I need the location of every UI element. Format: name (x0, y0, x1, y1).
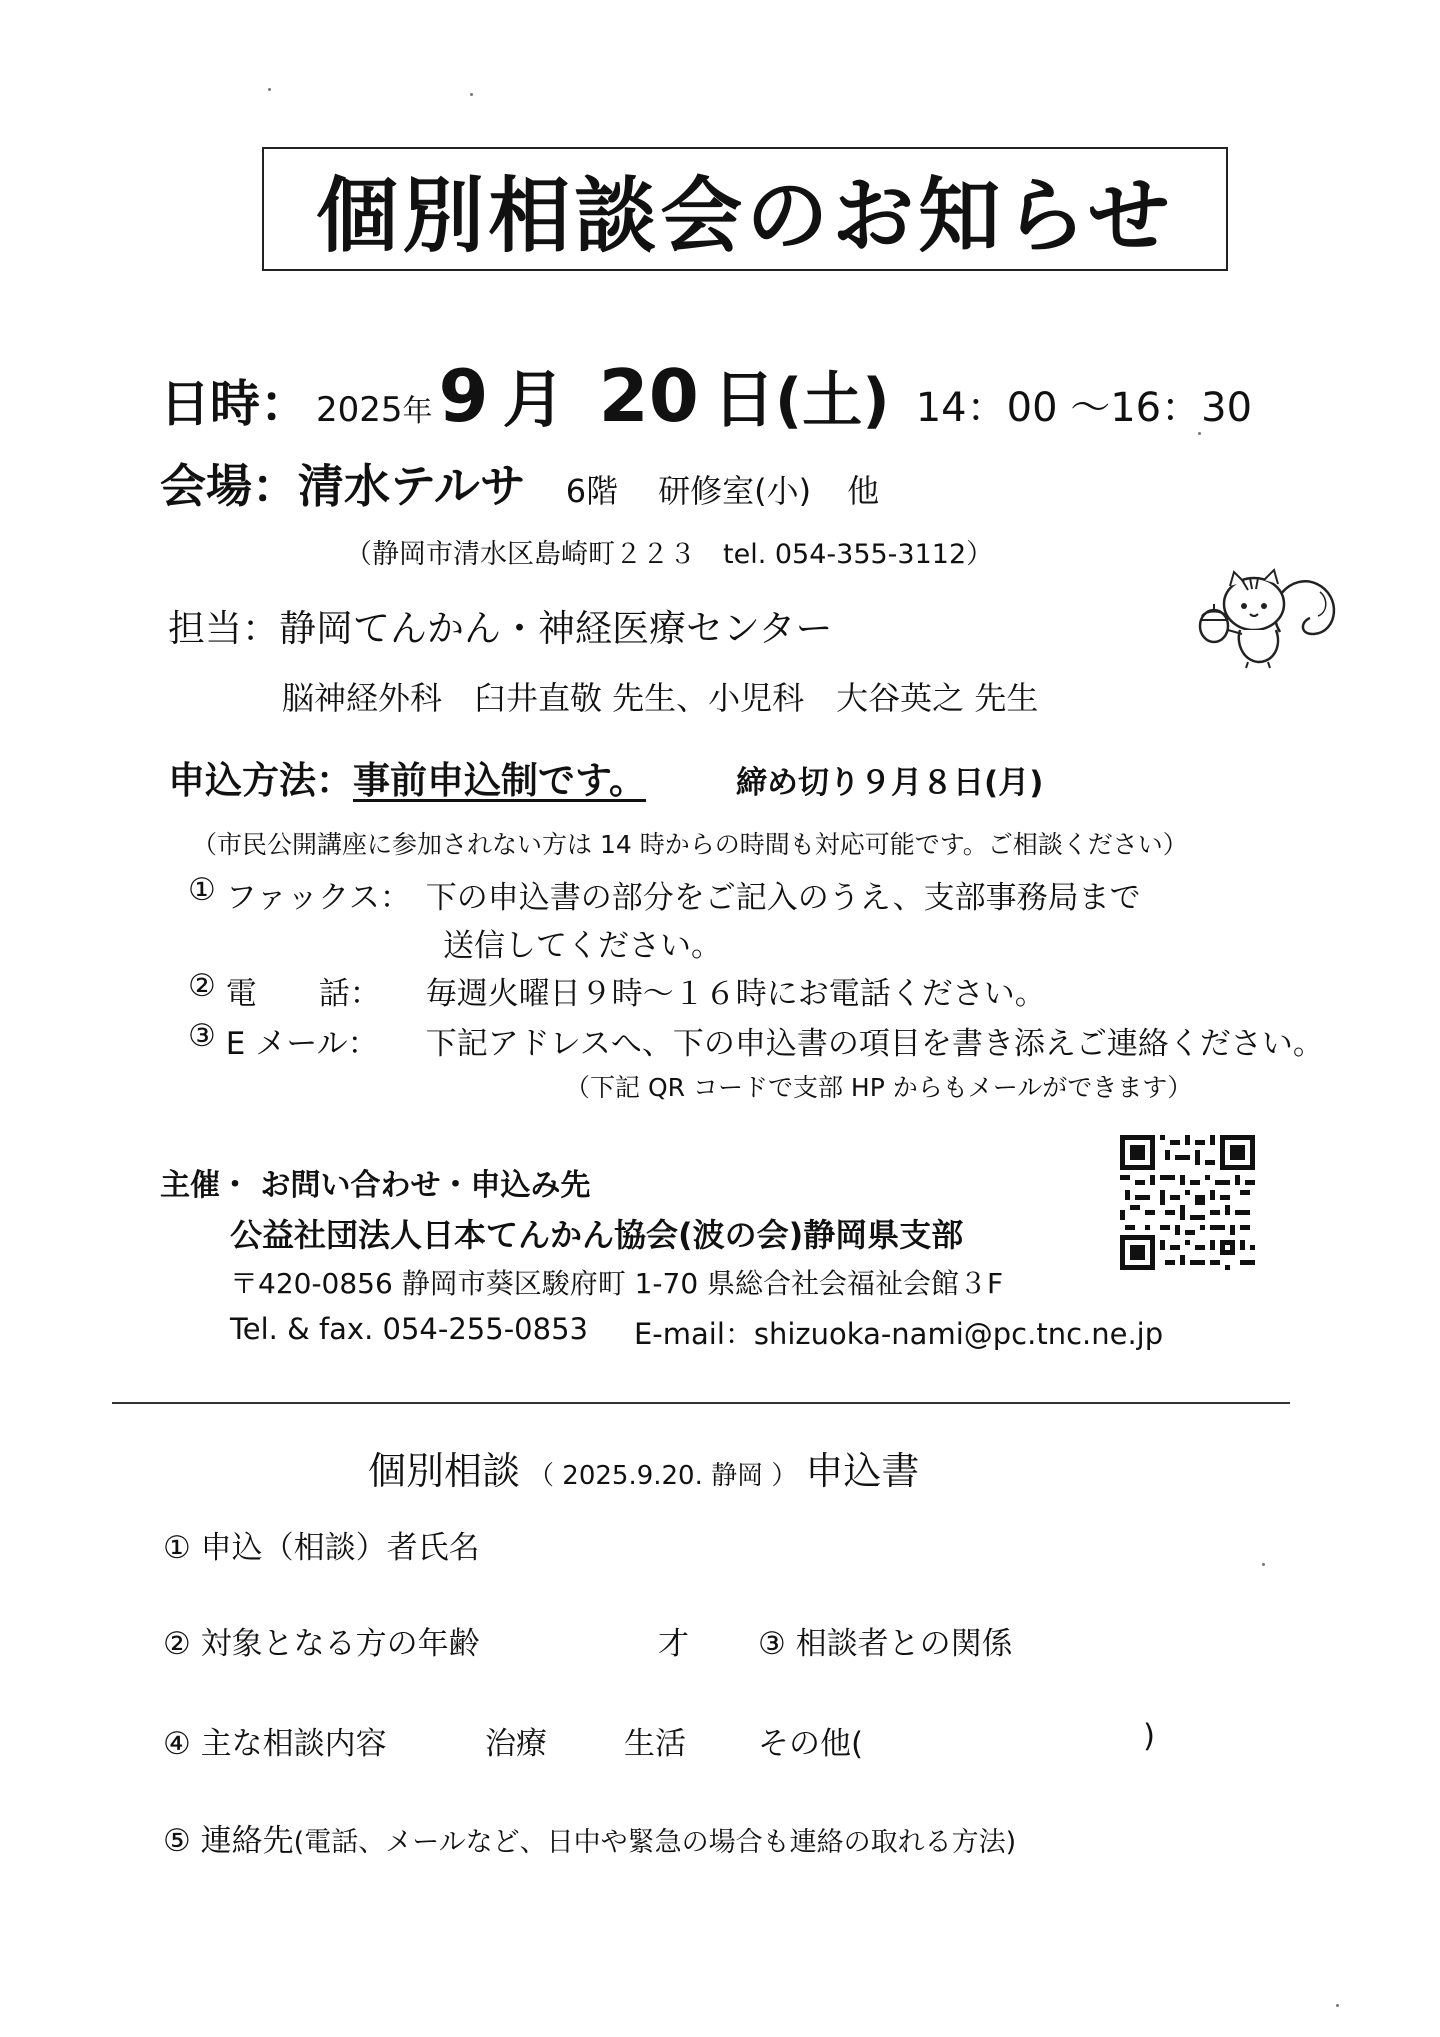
datetime-day: 20 (598, 354, 699, 438)
venue-address: （静岡市清水区島崎町２２３ tel. 054-355-3112） (345, 539, 994, 570)
form-option-other-close: ) (1143, 1718, 1156, 1754)
form-field-age-unit: 才 (658, 1626, 689, 1662)
datetime-line (160, 350, 1252, 439)
form-field-age: ② 対象となる方の年齢 (163, 1626, 480, 1662)
item-label: E メール： (225, 1026, 379, 1062)
section-divider (112, 1402, 1290, 1404)
form-title-paren: （ 2025.9.20. 静岡 ） (528, 1461, 798, 1491)
datetime-label: 日時： (160, 375, 310, 433)
datetime-month-unit: 月 (502, 363, 565, 436)
venue-room: 研修室(小) (658, 472, 812, 510)
staff-label: 担当： (168, 607, 279, 650)
form-title (368, 1440, 919, 1495)
venue-etc: 他 (847, 472, 880, 510)
page-title: 個別相談会のお知らせ (316, 168, 1174, 264)
application-deadline: 締め切り９月８日(月) (736, 765, 1044, 801)
form-field-contact-label: ⑤ 連絡先 (163, 1823, 294, 1859)
form-title-suffix: 申込書 (805, 1449, 920, 1493)
scan-speck (1262, 1563, 1265, 1566)
form-field-contact (163, 1815, 1016, 1860)
venue-line (160, 450, 879, 516)
item-text: 下記アドレスへ、下の申込書の項目を書き添えご連絡ください。 (425, 1026, 1324, 1062)
form-option-life: 生活 (624, 1726, 686, 1762)
application-item-fax (188, 872, 1141, 917)
venue-label: 会場： (160, 459, 298, 513)
item-num: ② (188, 968, 216, 1004)
scan-speck (268, 88, 271, 91)
datetime-year: 2025 (316, 390, 403, 430)
application-method: 事前申込制です。 (353, 759, 647, 802)
form-title-main: 個別相談 (368, 1449, 521, 1493)
application-note: （市民公開講座に参加されない方は 14 時からの時間も対応可能です。ご相談ください） (192, 830, 1188, 859)
item-label: 電 話： (225, 976, 381, 1012)
staff-doctors: 脳神経外科 臼井直敬 先生、小児科 大谷英之 先生 (282, 679, 1039, 717)
host-email: E-mail：shizuoka-nami@pc.tnc.ne.jp (633, 1317, 1164, 1351)
application-item-phone (188, 968, 1046, 1013)
item-num: ③ (188, 1018, 216, 1054)
form-option-treatment: 治療 (485, 1726, 547, 1762)
qr-code-icon (1120, 1135, 1255, 1270)
host-label: 主催・ お問い合わせ・申込み先 (160, 1168, 591, 1203)
datetime-time: 14：00 ～16：30 (915, 385, 1253, 431)
form-option-other: その他( (758, 1726, 864, 1762)
host-tel: Tel. & fax. 054-255-0853 (230, 1312, 588, 1346)
scan-speck (1198, 432, 1201, 435)
datetime-weekday: (土) (774, 366, 890, 436)
datetime-month: 9 (438, 354, 489, 438)
item-text: 毎週火曜日９時～１６時にお電話ください。 (425, 976, 1046, 1012)
host-org: 公益社団法人日本てんかん協会(波の会)静岡県支部 (230, 1216, 964, 1254)
datetime-day-unit: 日 (712, 363, 775, 436)
item-num: ① (188, 872, 216, 908)
scan-speck (470, 93, 473, 96)
form-field-consult-content: ④ 主な相談内容 (163, 1726, 387, 1762)
item-label: ファックス： (225, 880, 411, 916)
qr-note: （下記 QR コードで支部 HP からもメールができます） (565, 1073, 1193, 1102)
scan-speck (1336, 2004, 1339, 2007)
application-label: 申込方法： (168, 759, 353, 802)
host-address: 〒420-0856 静岡市葵区駿府町 1-70 県総合社会福祉会館３F (230, 1267, 1004, 1300)
squirrel-mascot-icon (1192, 562, 1342, 670)
application-line (168, 750, 1043, 804)
item-text: 下の申込書の部分をご記入のうえ、支部事務局まで (425, 880, 1141, 916)
venue-name: 清水テルサ (298, 459, 526, 513)
application-item-fax-cont: 送信してください。 (443, 928, 722, 964)
form-field-contact-note: (電話、メールなど、日中や緊急の場合も連絡の取れる方法) (293, 1827, 1017, 1858)
venue-floor: 6階 (565, 472, 619, 510)
form-field-relationship: ③ 相談者との関係 (758, 1626, 1013, 1662)
title-box (262, 147, 1228, 271)
staff-line (168, 598, 833, 652)
application-item-email (188, 1018, 1324, 1063)
staff-org: 静岡てんかん・神経医療センター (279, 607, 833, 650)
datetime-year-unit: 年 (402, 394, 433, 429)
form-field-applicant-name: ① 申込（相談）者氏名 (163, 1530, 480, 1566)
host-contact (230, 1312, 1163, 1353)
